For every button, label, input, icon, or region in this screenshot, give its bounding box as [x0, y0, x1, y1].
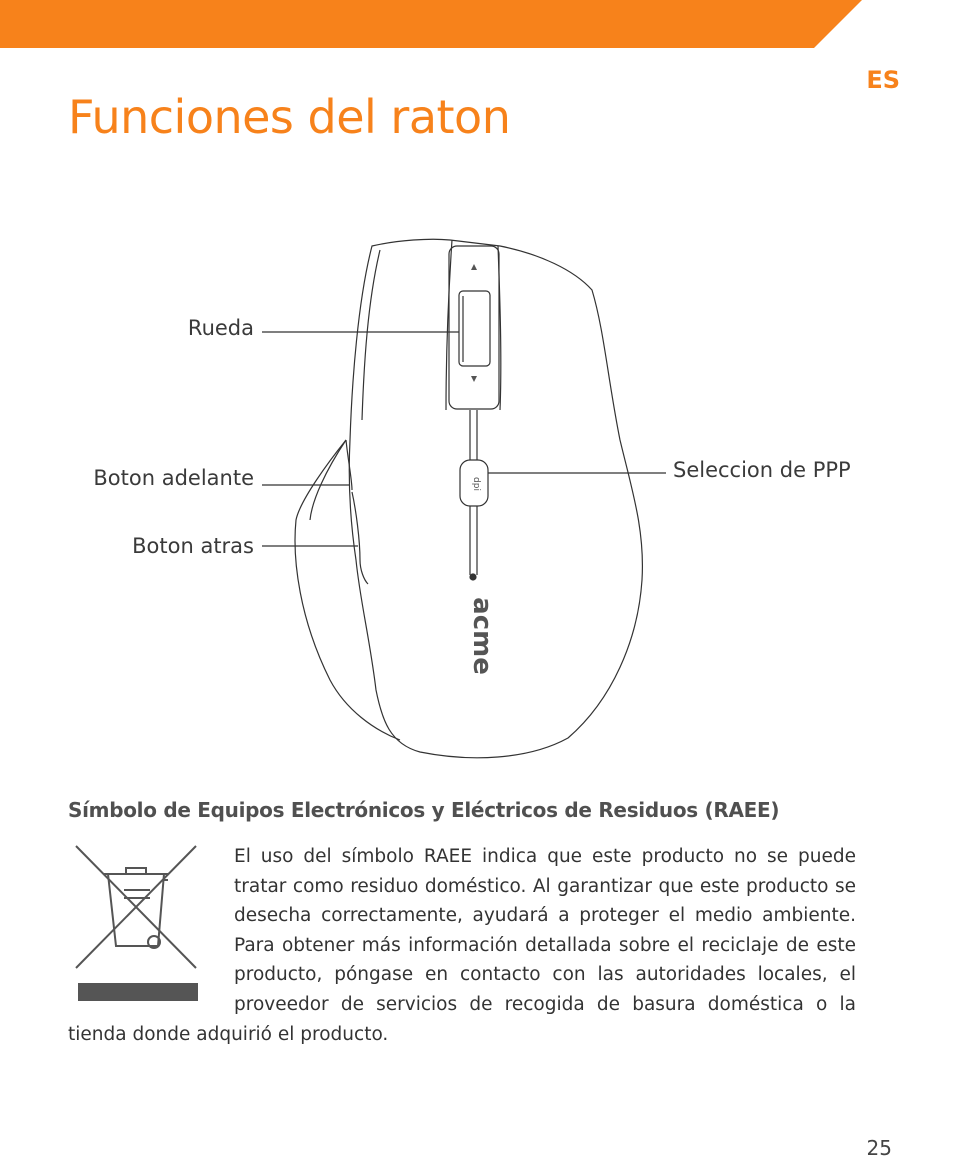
back-button-outline: [352, 492, 368, 584]
brand-logo: acme: [467, 597, 497, 675]
weee-body: [68, 842, 856, 1049]
page-title: Funciones del raton: [68, 90, 511, 144]
language-tag: ES: [866, 66, 900, 94]
top-banner: [0, 0, 954, 48]
weee-heading: Símbolo de Equipos Electrónicos y Eléctricos de Residuos (RAEE): [68, 798, 780, 822]
label-dpi-selector: Seleccion de PPP: [673, 458, 851, 482]
label-back-button: Boton atras: [132, 534, 254, 558]
page-number: 25: [866, 1136, 892, 1160]
scroll-wheel: [459, 291, 490, 366]
scroll-wheel-housing: [449, 246, 499, 409]
label-forward-button: Boton adelante: [93, 466, 254, 490]
label-scroll-wheel: Rueda: [187, 316, 254, 340]
dpi-marking: dpi: [471, 477, 481, 491]
mouse-body-outline: [349, 239, 642, 758]
mouse-diagram: [0, 230, 954, 770]
weee-body-text: El uso del símbolo RAEE indica que este producto no se puede tratar como residuo doméstico. Al garantizar que este producto se desecha correctamente, ayudará a proteger el medio ambiente. Para obtener más información detallada sobre el reciclaje de este producto, póngase en contacto con las autoridades locales, el proveedor de servicios de recogida de basura doméstica o la tienda donde adquirió el producto.: [68, 846, 856, 1045]
